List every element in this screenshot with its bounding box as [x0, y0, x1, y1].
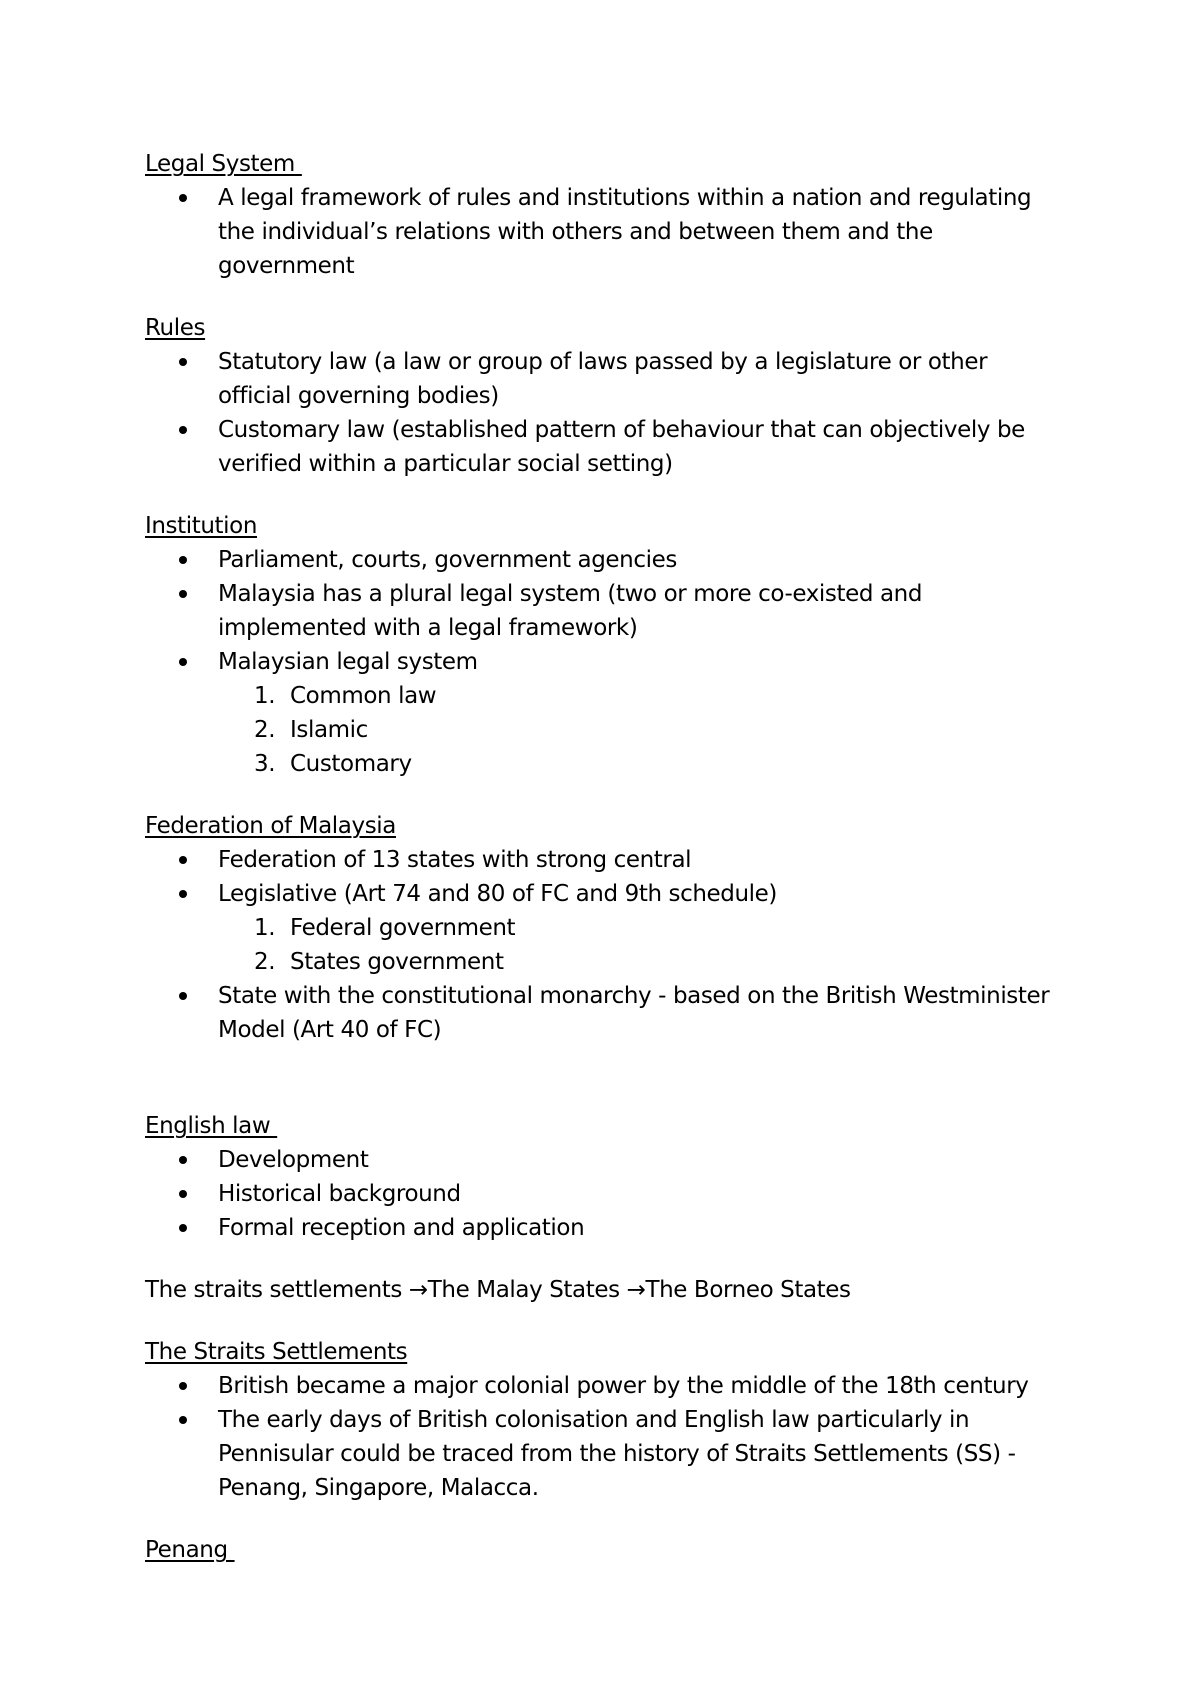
list-item: Historical background — [218, 1177, 1065, 1211]
list-item: A legal framework of rules and institutions within a nation and regulating the individual’s relations with others and between them and the government — [218, 181, 1065, 283]
heading-penang: Penang — [145, 1537, 235, 1563]
spacer — [145, 1075, 1065, 1109]
list-item — [218, 645, 1065, 781]
list-item: Federation of 13 states with strong central — [218, 843, 1065, 877]
numbered-item — [254, 679, 1065, 713]
heading-rules: Rules — [145, 315, 206, 341]
list-item: The early days of British colonisation and English law particularly in Pennisular could be traced from the history of Straits Settlements (SS) - Penang, Singapore, Malacca. — [218, 1403, 1065, 1505]
item-text: Islamic — [290, 717, 368, 743]
numbered-item — [254, 911, 1065, 945]
straits-list — [145, 1369, 1065, 1505]
legal-system-types-list — [218, 679, 1065, 781]
item-text: Common law — [290, 683, 437, 709]
list-item: State with the constitutional monarchy - based on the British Westminister Model (Art 40 of FC) — [218, 979, 1065, 1047]
list-item: Malaysia has a plural legal system (two or more co-existed and implemented with a legal framework) — [218, 577, 1065, 645]
item-number: 1. — [254, 915, 276, 941]
list-item: Development — [218, 1143, 1065, 1177]
legal-system-list — [145, 181, 1065, 283]
english-law-list — [145, 1143, 1065, 1245]
government-levels-list — [218, 911, 1065, 979]
item-number: 2. — [254, 949, 276, 975]
item-text: States government — [290, 949, 504, 975]
item-number: 2. — [254, 717, 276, 743]
item-text: Customary — [290, 751, 412, 777]
heading-institution: Institution — [145, 513, 258, 539]
list-item-text: Malaysian legal system — [218, 649, 478, 675]
item-text: Federal government — [290, 915, 516, 941]
list-item: Customary law (established pattern of behaviour that can objectively be verified within a particular social setting) — [218, 413, 1065, 481]
heading-english-law: English law — [145, 1113, 278, 1139]
item-number: 3. — [254, 751, 276, 777]
numbered-item — [254, 945, 1065, 979]
heading-straits-settlements: The Straits Settlements — [145, 1339, 408, 1365]
heading-federation: Federation of Malaysia — [145, 813, 396, 839]
settlement-flow-line: The straits settlements →The Malay States →The Borneo States — [145, 1277, 851, 1303]
institution-list — [145, 543, 1065, 781]
federation-list — [145, 843, 1065, 1047]
list-item: British became a major colonial power by the middle of the 18th century — [218, 1369, 1065, 1403]
heading-legal-system: Legal System — [145, 151, 302, 177]
list-item-text: Legislative (Art 74 and 80 of FC and 9th schedule) — [218, 881, 777, 907]
numbered-item — [254, 713, 1065, 747]
list-item: Parliament, courts, government agencies — [218, 543, 1065, 577]
numbered-item — [254, 747, 1065, 781]
list-item: Statutory law (a law or group of laws passed by a legislature or other official governing bodies) — [218, 345, 1065, 413]
list-item: Formal reception and application — [218, 1211, 1065, 1245]
document-body — [145, 147, 1065, 1567]
item-number: 1. — [254, 683, 276, 709]
rules-list — [145, 345, 1065, 481]
list-item — [218, 877, 1065, 979]
